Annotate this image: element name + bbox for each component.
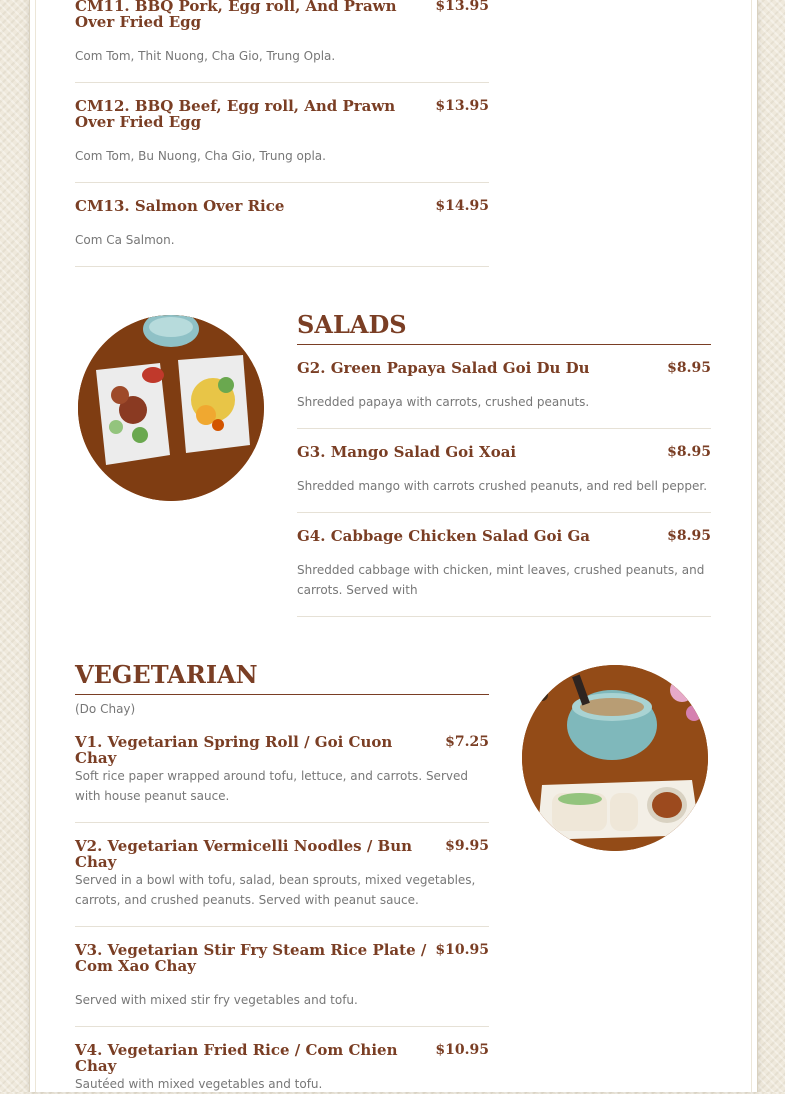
menu-item-g4[interactable] — [297, 528, 711, 617]
item-description: Com Tom, Thit Nuong, Cha Gio, Trung Opla. — [75, 49, 336, 63]
item-description: Shredded papaya with carrots, crushed peanuts. — [297, 395, 590, 409]
menu-item-v4[interactable] — [75, 1042, 489, 1092]
vegetarian-heading: VEGETARIAN — [75, 660, 258, 689]
menu-item-v3[interactable] — [75, 942, 489, 1027]
item-description: Soft rice paper wrapped around tofu, lettuce, and carrots. Served with house peanut sauce. — [75, 769, 468, 803]
item-name: CM13. Salmon Over Rice — [75, 197, 285, 215]
item-price: $7.25 — [445, 734, 489, 750]
item-price: $8.95 — [667, 360, 711, 376]
item-price: $10.95 — [435, 942, 489, 958]
salads-heading: SALADS — [297, 310, 407, 339]
menu-item-v1[interactable] — [75, 734, 489, 823]
item-name: G3. Mango Salad Goi Xoai — [297, 443, 517, 461]
item-name: G4. Cabbage Chicken Salad Goi Ga — [297, 527, 590, 545]
item-price: $13.95 — [435, 98, 489, 114]
item-description: Shredded cabbage with chicken, mint leaves, crushed peanuts, and carrots. Served with — [297, 563, 705, 597]
item-price: $13.95 — [435, 0, 489, 14]
item-price: $9.95 — [445, 838, 489, 854]
item-price: $14.95 — [435, 198, 489, 214]
item-name: CM11. BBQ Pork, Egg roll, And Prawn Over Fried Egg — [75, 0, 397, 31]
menu-item-v2[interactable] — [75, 838, 489, 927]
salad-plate-photo — [78, 315, 264, 501]
vegetarian-subtitle: (Do Chay) — [75, 702, 136, 716]
item-name: V2. Vegetarian Vermicelli Noodles / Bun Chay — [75, 837, 413, 871]
item-name: G2. Green Papaya Salad Goi Du Du — [297, 359, 590, 377]
salads-divider — [297, 344, 711, 345]
menu-item-g3[interactable] — [297, 444, 711, 513]
item-description: Com Tom, Bu Nuong, Cha Gio, Trung opla. — [75, 149, 326, 163]
item-description: Served in a bowl with tofu, salad, bean sprouts, mixed vegetables, carrots, and crushed peanuts. Served with peanut sauce. — [75, 873, 476, 907]
menu-item-cm12[interactable] — [75, 98, 489, 183]
item-name: V3. Vegetarian Stir Fry Steam Rice Plate / Com Xao Chay — [75, 941, 427, 975]
menu-item-cm13[interactable] — [75, 198, 489, 267]
spring-roll-photo — [522, 665, 708, 851]
item-name: V1. Vegetarian Spring Roll / Goi Cuon Chay — [75, 733, 393, 767]
item-price: $8.95 — [667, 444, 711, 460]
menu-item-g2[interactable] — [297, 360, 711, 429]
item-price: $8.95 — [667, 528, 711, 544]
item-description: Shredded mango with carrots crushed peanuts, and red bell pepper. — [297, 479, 708, 493]
vegetarian-divider — [75, 694, 489, 695]
item-description: Sautéed with mixed vegetables and tofu. — [75, 1077, 323, 1091]
item-name: V4. Vegetarian Fried Rice / Com Chien Chay — [75, 1041, 398, 1075]
item-name: CM12. BBQ Beef, Egg roll, And Prawn Over Fried Egg — [75, 97, 396, 131]
menu-item-cm11[interactable] — [75, 0, 489, 83]
item-description: Com Ca Salmon. — [75, 233, 175, 247]
item-price: $10.95 — [435, 1042, 489, 1058]
item-description: Served with mixed stir fry vegetables and tofu. — [75, 993, 358, 1007]
